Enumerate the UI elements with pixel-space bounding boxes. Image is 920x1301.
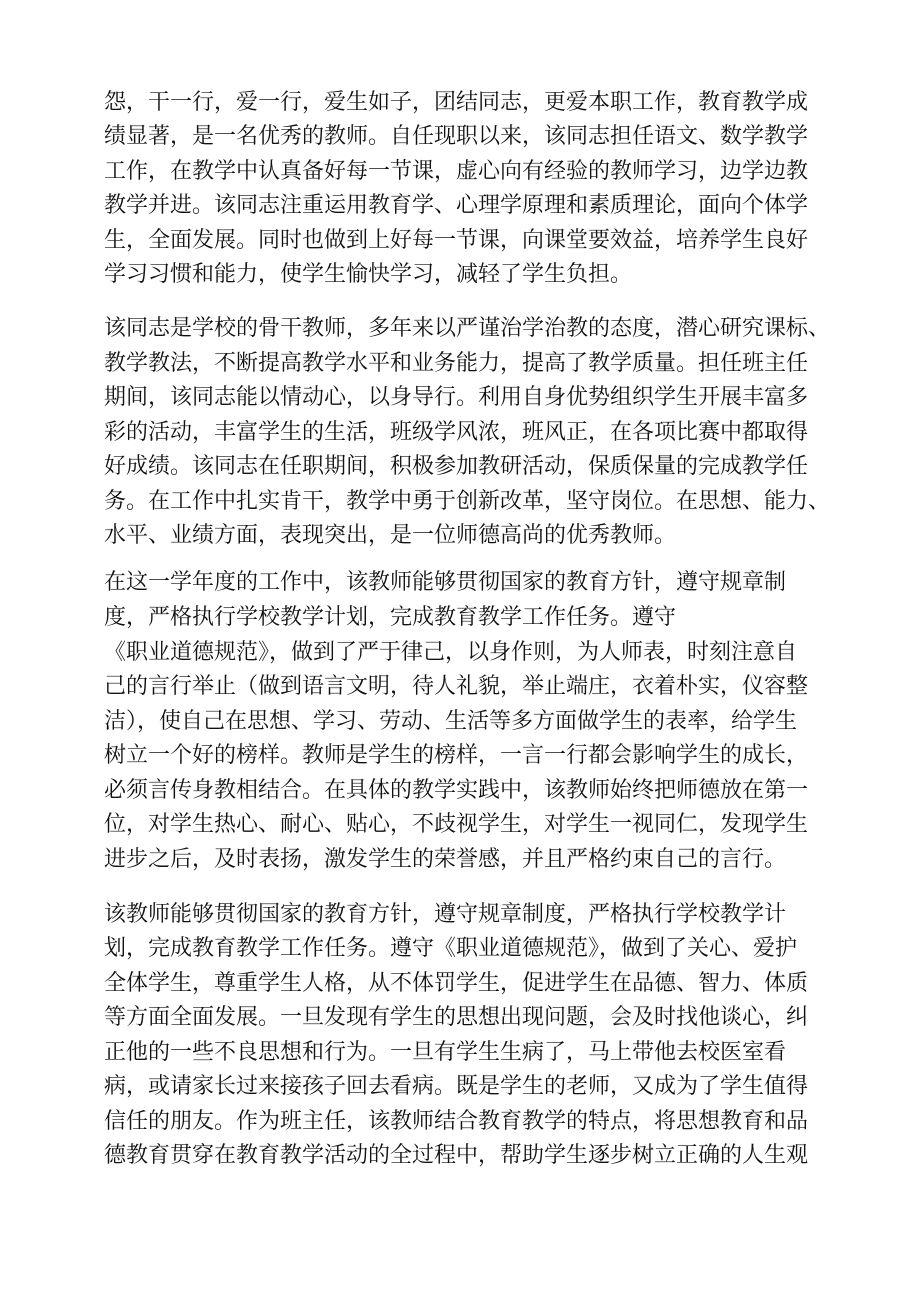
paragraph-line: 该教师能够贯彻国家的教育方针，遵守规章制度，严格执行学校教学计 [104,902,787,927]
paragraph-line: 怨，干一行，爱一行，爱生如子，团结同志，更爱本职工作，教育教学成 [104,90,809,115]
paragraph-line: 好成绩。该同志在任职期间，积极参加教研活动，保质保量的完成教学任 [104,454,809,479]
paragraph-line: 务。在工作中扎实肯干，教学中勇于创新改革，坚守岗位。在思想、能力、 [104,489,831,514]
paragraph-line: 在这一学年度的工作中，该教师能够贯彻国家的教育方针，遵守规章制 [104,570,787,595]
paragraph-line: 度，严格执行学校教学计划，完成教育教学工作任务。遵守 [104,605,677,630]
paragraph-line: 生，全面发展。同时也做到上好每一节课，向课堂要效益，培养学生良好 [104,228,809,253]
paragraph-line: 期间，该同志能以情动心，以身导行。利用自身优势组织学生开展丰富多 [104,385,809,410]
paragraph-line: 教学教法，不断提高教学水平和业务能力，提高了教学质量。担任班主任 [104,351,809,376]
paragraph-line: 全体学生，尊重学生人格，从不体罚学生，促进学生在品德、智力、体质 [104,971,809,996]
paragraph-line: 洁），使自己在思想、学习、劳动、生活等多方面做学生的表率，给学生 [104,709,798,734]
paragraph-line: 德教育贯穿在教育教学活动的全过程中，帮助学生逐步树立正确的人生观 [104,1143,809,1168]
paragraph-line: 绩显著，是一名优秀的教师。自任现职以来，该同志担任语文、数学教学 [104,124,809,149]
paragraph-line: 树立一个好的榜样。教师是学生的榜样，一言一行都会影响学生的成长， [104,743,809,768]
paragraph-line: 病，或请家长过来接孩子回去看病。既是学生的老师，又成为了学生值得 [104,1074,809,1099]
paragraph-line: 划，完成教育教学工作任务。遵守《职业道德规范》，做到了关心、爱护 [104,936,798,961]
paragraph-line: 彩的活动，丰富学生的生活，班级学风浓，班风正，在各项比赛中都取得 [104,420,809,445]
paragraph-line: 教学并进。该同志注重运用教育学、心理学原理和素质理论，面向个体学 [104,193,809,218]
paragraph-line: 正他的一些不良思想和行为。一旦有学生生病了，马上带他去校医室看 [104,1040,787,1065]
paragraph-line: 《职业道德规范》，做到了严于律己，以身作则，为人师表，时刻注意自 [104,640,798,665]
paragraph-line: 进步之后，及时表扬，激发学生的荣誉感，并且严格约束自己的言行。 [104,847,787,872]
paragraph-line: 己的言行举止（做到语言文明，待人礼貌，举止端庄，衣着朴实，仪容整 [104,674,809,699]
paragraph-line: 水平、业绩方面，表现突出，是一位师德高尚的优秀教师。 [104,523,677,548]
paragraph-line: 信任的朋友。作为班主任，该教师结合教育教学的特点，将思想教育和品 [104,1109,809,1134]
paragraph-line: 必须言传身教相结合。在具体的教学实践中，该教师始终把师德放在第一 [104,778,809,803]
paragraph-line: 该同志是学校的骨干教师，多年来以严谨治学治教的态度，潜心研究课标、 [104,316,831,341]
paragraph-line: 等方面全面发展。一旦发现有学生的思想出现问题，会及时找他谈心，纠 [104,1005,809,1030]
paragraph-line: 位，对学生热心、耐心、贴心，不歧视学生，对学生一视同仁，发现学生 [104,812,809,837]
paragraph-line: 学习习惯和能力，使学生愉快学习，减轻了学生负担。 [104,262,633,287]
paragraph-line: 工作，在教学中认真备好每一节课，虚心向有经验的教师学习，边学边教 [104,159,809,184]
